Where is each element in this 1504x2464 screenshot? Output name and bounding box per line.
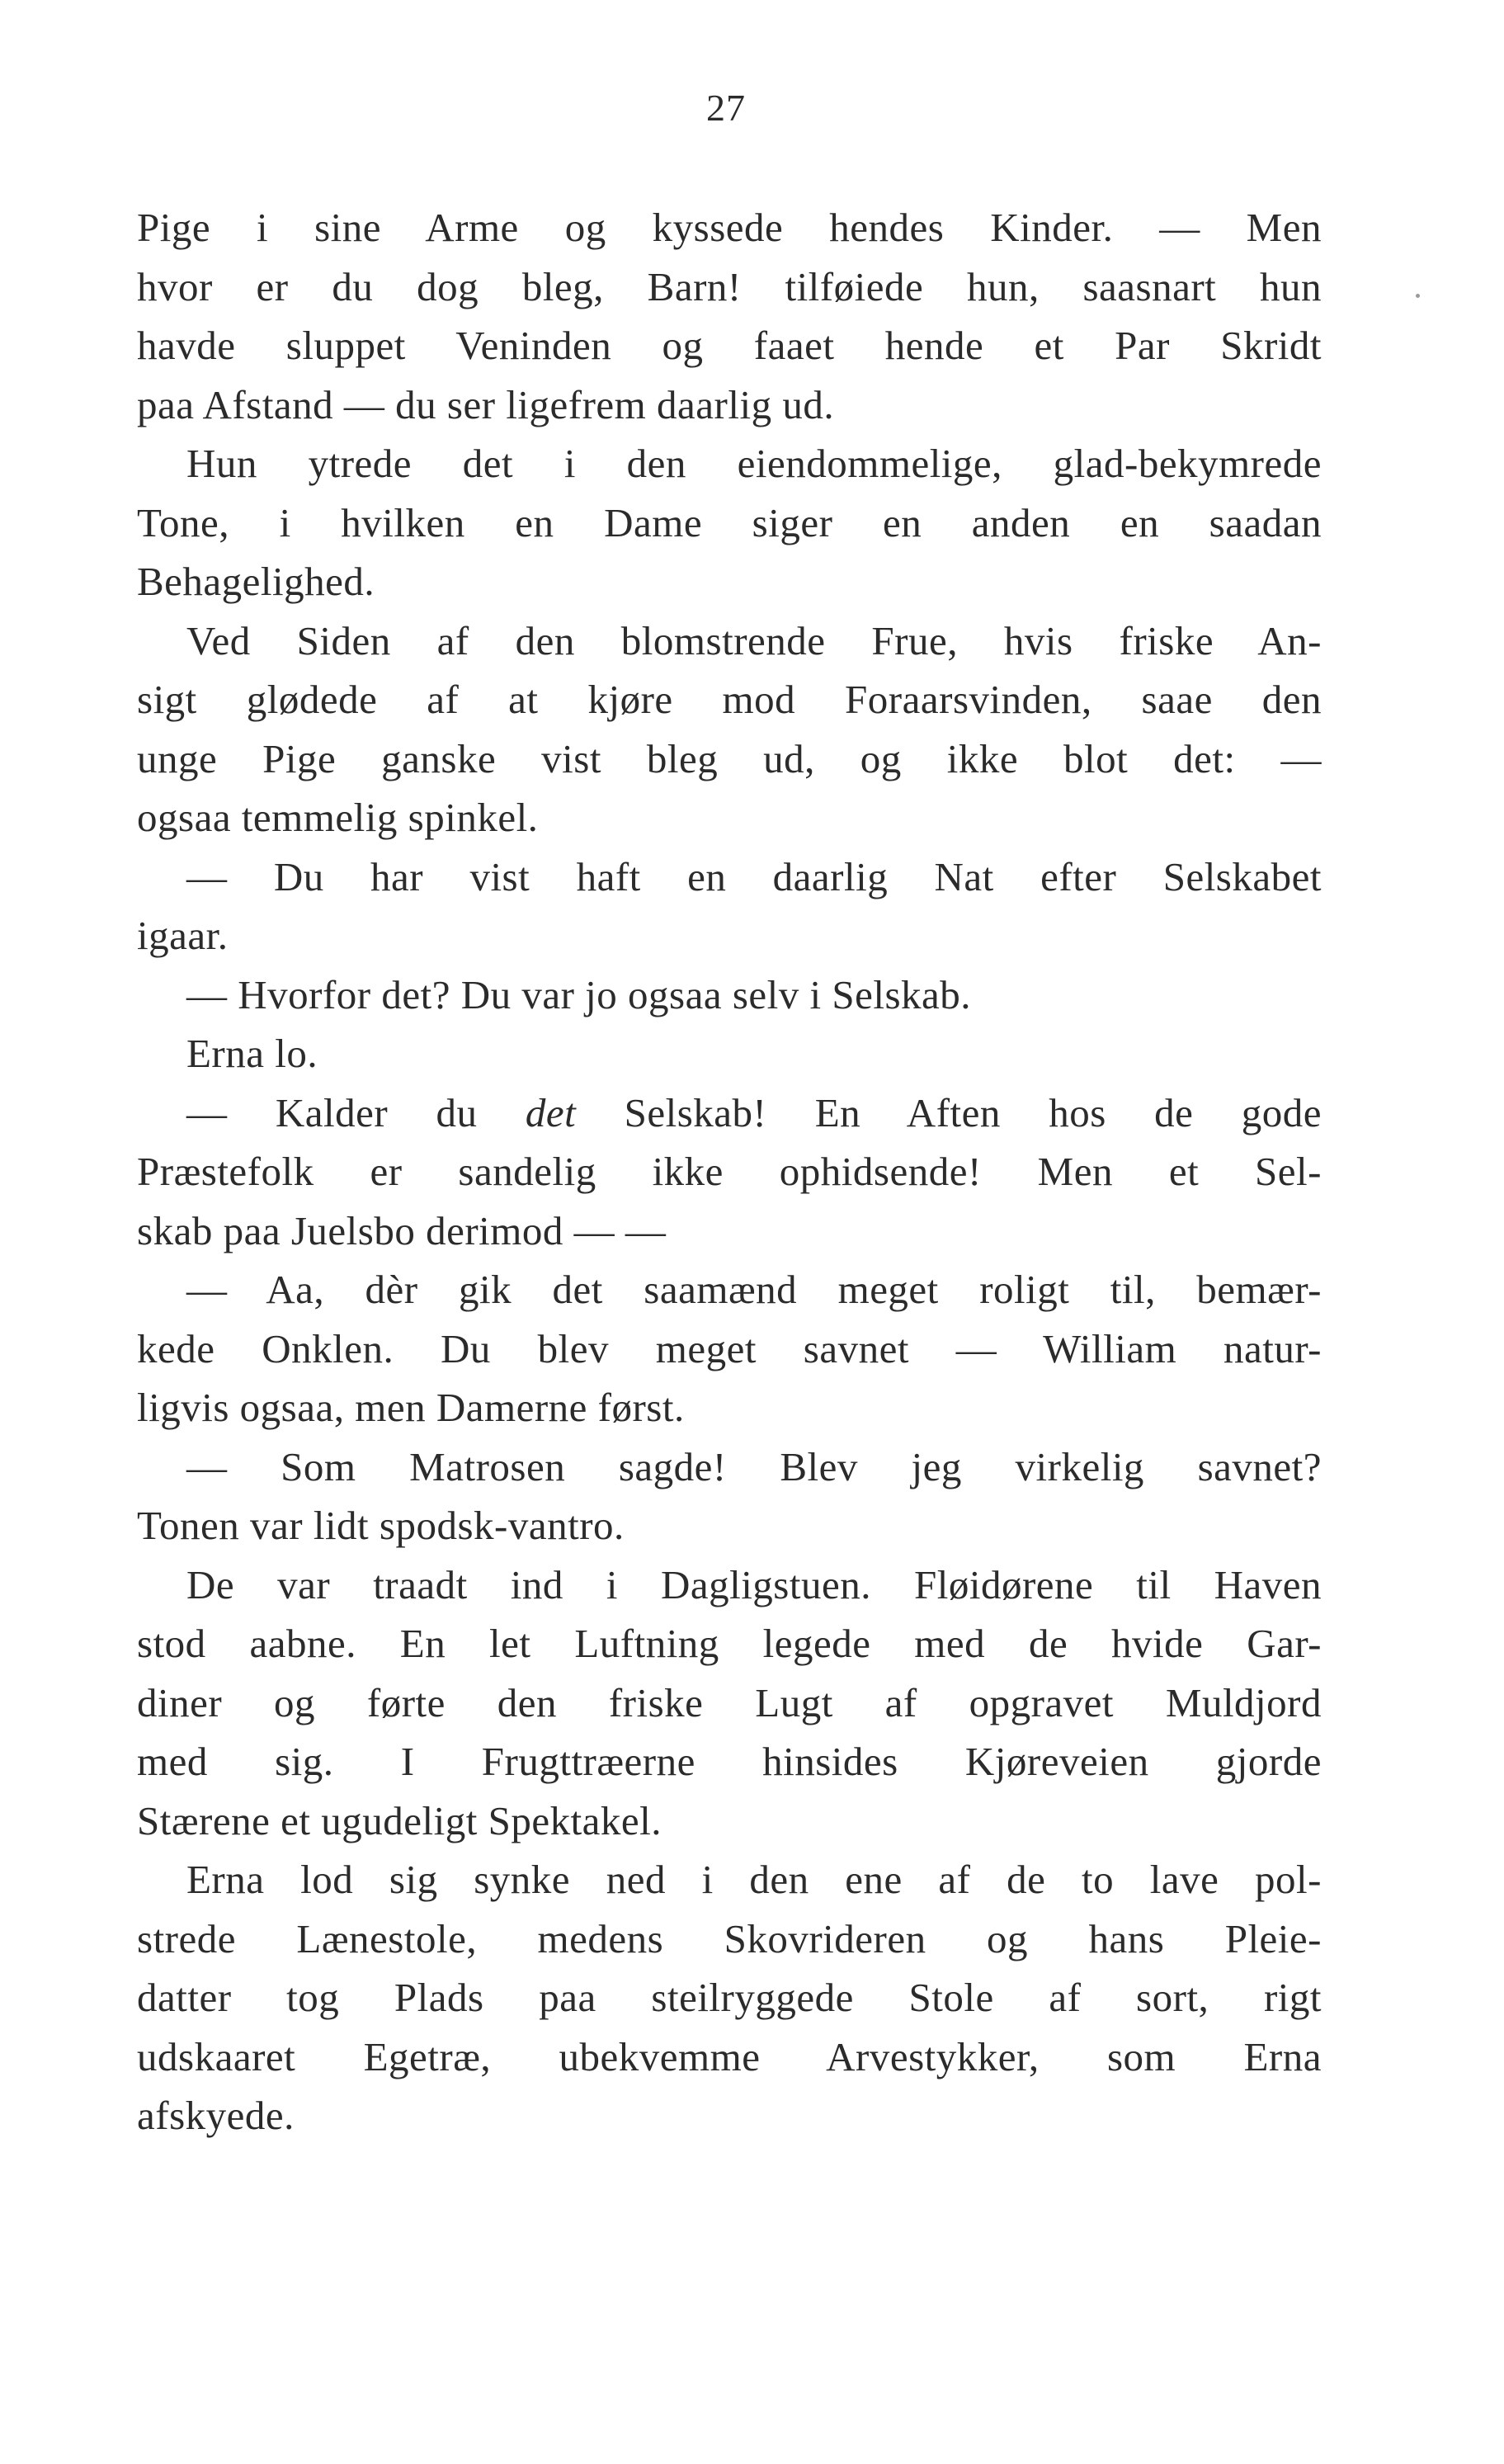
text-line: datter tog Plads paa steilryggede Stole af sort, rigt [137, 1975, 1322, 2020]
text-line: De var traadt ind i Dagligstuen. Fløidørene til Haven [186, 1561, 1322, 1607]
text-line: Tone, i hvilken en Dame siger en anden en saadan [137, 499, 1322, 545]
text-line: udskaaret Egetræ, ubekvemme Arvestykker, som Erna [137, 2033, 1322, 2079]
text-line: skab paa Juelsbo derimod — — [137, 1207, 667, 1253]
text-line: sigt glødede af at kjøre mod Foraarsvinden, saae den [137, 677, 1322, 722]
text-line: med sig. I Frugttræerne hinsides Kjøreveien gjorde [137, 1739, 1322, 1784]
text-line: Ved Siden af den blomstrende Frue, hvis friske An- [186, 617, 1322, 663]
text-line: strede Lænestole, medens Skovrideren og hans Pleie- [137, 1915, 1322, 1961]
text-line: ogsaa temmelig spinkel. [137, 795, 539, 840]
text-line: Stærene et ugudeligt Spektakel. [137, 1797, 662, 1843]
text-line: Tonen var lidt spodsk-vantro. [137, 1503, 625, 1548]
text-line: — Som Matrosen sagde! Blev jeg virkelig savnet? [186, 1443, 1322, 1489]
text-line: stod aabne. En let Luftning legede med de hvide Gar- [137, 1621, 1322, 1666]
text-line: igaar. [137, 913, 229, 958]
text-line: — Aa, dèr gik det saamænd meget roligt til, bemær- [186, 1267, 1322, 1312]
text-line: — Du har vist haft en daarlig Nat efter Selskabet [186, 853, 1322, 899]
text-line: unge Pige ganske vist bleg ud, og ikke blot det: — [137, 735, 1322, 781]
text-line: paa Afstand — du ser ligefrem daarlig ud. [137, 381, 835, 427]
body-text [137, 198, 1322, 2145]
text-line: Pige i sine Arme og kyssede hendes Kinder. — Men [137, 205, 1322, 250]
text-line: — Kalder du det Selskab! En Aften hos de gode [186, 1089, 1322, 1135]
text-line: Præstefolk er sandelig ikke ophidsende! Men et Sel- [137, 1149, 1322, 1194]
text-line: diner og førte den friske Lugt af opgravet Muldjord [137, 1679, 1322, 1725]
text-line: afskyede. [137, 2093, 295, 2138]
text-line: ligvis ogsaa, men Damerne først. [137, 1385, 685, 1430]
text-line: — Hvorfor det? Du var jo ogsaa selv i Selskab. [186, 971, 972, 1017]
text-line: havde sluppet Veninden og faaet hende et Par Skridt [137, 323, 1322, 368]
text-line: kede Onklen. Du blev meget savnet — William natur- [137, 1325, 1322, 1371]
text-line: Hun ytrede det i den eiendommelige, glad-bekymrede [186, 441, 1322, 486]
page-number: 27 [706, 87, 746, 129]
print-speck [1416, 294, 1420, 298]
text-line: Erna lod sig synke ned i den ene af de to lave pol- [186, 1857, 1322, 1902]
text-line: hvor er du dog bleg, Barn! tilføiede hun, saasnart hun [137, 263, 1322, 309]
emphasis: det [525, 1089, 577, 1135]
text-line: Erna lo. [186, 1031, 318, 1076]
text-line: Behagelighed. [137, 559, 375, 604]
